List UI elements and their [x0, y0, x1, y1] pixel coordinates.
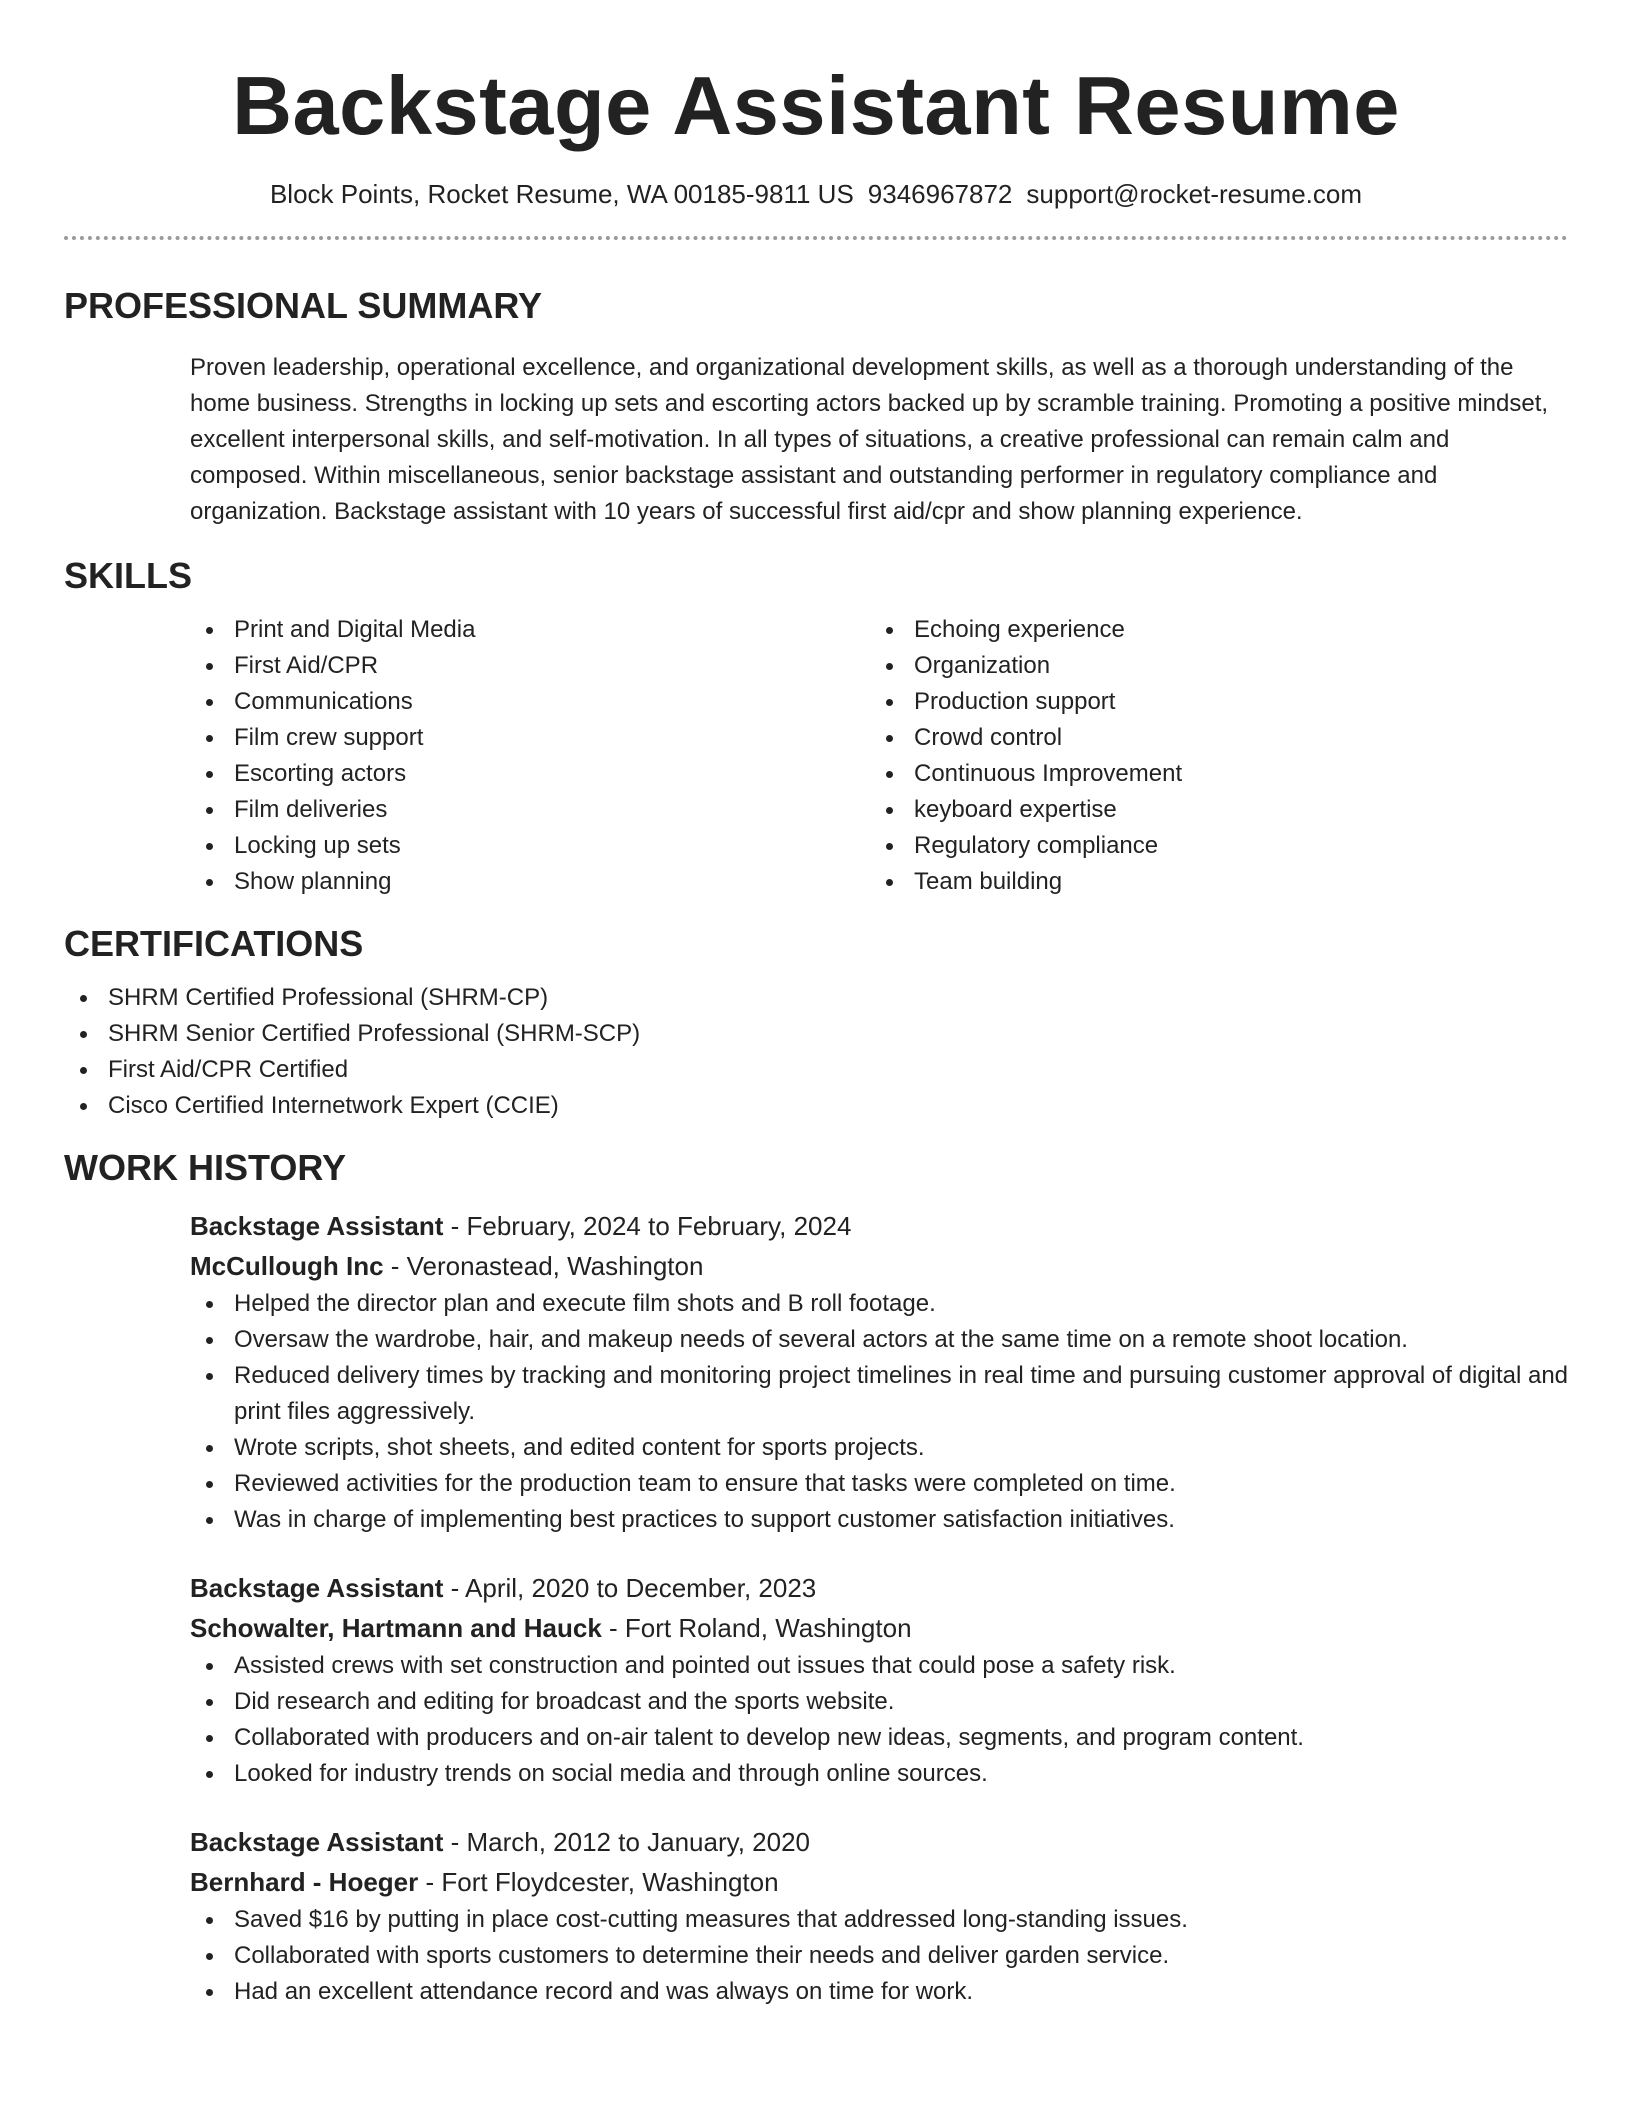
job-bullet: Oversaw the wardrobe, hair, and makeup needs of several actors at the same time on a remote shoot location. [190, 1322, 1568, 1358]
job-dates: - April, 2020 to December, 2023 [443, 1573, 817, 1603]
job-bullet: Looked for industry trends on social media and through online sources. [190, 1756, 1568, 1792]
job-bullet: Had an excellent attendance record and was always on time for work. [190, 1974, 1568, 2010]
skill-item: Organization [870, 648, 1550, 684]
job-company-line [190, 1862, 1568, 1902]
job-location: - Fort Roland, Washington [601, 1613, 912, 1643]
email: support@rocket-resume.com [1026, 179, 1363, 209]
skill-item: Escorting actors [190, 756, 870, 792]
job-location: - Veronastead, Washington [383, 1251, 704, 1281]
job-bullet: Helped the director plan and execute film shots and B roll footage. [190, 1286, 1568, 1322]
job-company-line [190, 1246, 1568, 1286]
address: Block Points, Rocket Resume, WA 00185-9811 US [269, 179, 854, 209]
section-title-summary: PROFESSIONAL SUMMARY [64, 285, 543, 326]
skills-list [190, 612, 1568, 900]
job-bullet: Assisted crews with set construction and pointed out issues that could pose a safety risk. [190, 1648, 1568, 1684]
job-bullets [190, 1648, 1568, 1792]
job-title-line [190, 1822, 1568, 1862]
job-bullet: Wrote scripts, shot sheets, and edited content for sports projects. [190, 1430, 1568, 1466]
job-company: Bernhard - Hoeger [190, 1867, 419, 1897]
job-company-line [190, 1608, 1568, 1648]
job-company: Schowalter, Hartmann and Hauck [190, 1613, 602, 1643]
certification-item: SHRM Senior Certified Professional (SHRM-SCP) [64, 1016, 1568, 1052]
skill-item: Team building [870, 864, 1550, 900]
job-bullet: Collaborated with sports customers to determine their needs and deliver garden service. [190, 1938, 1568, 1974]
skills-column-left [190, 612, 870, 900]
job-bullet: Did research and editing for broadcast and the sports website. [190, 1684, 1568, 1720]
certification-item: First Aid/CPR Certified [64, 1052, 1568, 1088]
skill-item: Regulatory compliance [870, 828, 1550, 864]
skill-item: Film deliveries [190, 792, 870, 828]
skill-item: Crowd control [870, 720, 1550, 756]
certification-item: SHRM Certified Professional (SHRM-CP) [64, 980, 1568, 1016]
phone: 9346967872 [867, 179, 1013, 209]
certifications-list [64, 980, 1568, 1124]
job-title-line [190, 1206, 1568, 1246]
job-bullets [190, 1902, 1568, 2010]
job-location: - Fort Floydcester, Washington [418, 1867, 779, 1897]
job-bullet: Reduced delivery times by tracking and monitoring project timelines in real time and pursuing customer approval of digital and print files aggressively. [190, 1358, 1568, 1430]
job-company: McCullough Inc [190, 1251, 384, 1281]
skill-item: keyboard expertise [870, 792, 1550, 828]
section-title-certifications: CERTIFICATIONS [64, 923, 364, 964]
skill-item: Production support [870, 684, 1550, 720]
job-bullet: Collaborated with producers and on-air talent to develop new ideas, segments, and program content. [190, 1720, 1568, 1756]
job-role: Backstage Assistant [190, 1573, 444, 1603]
skill-item: First Aid/CPR [190, 648, 870, 684]
contact-line [64, 176, 1568, 212]
skill-item: Show planning [190, 864, 870, 900]
header-divider [64, 236, 1568, 240]
job-entry [190, 1822, 1568, 2010]
job-role: Backstage Assistant [190, 1211, 444, 1241]
job-bullets [190, 1286, 1568, 1538]
skill-item: Communications [190, 684, 870, 720]
job-role: Backstage Assistant [190, 1827, 444, 1857]
section-title-work-history: WORK HISTORY [64, 1147, 347, 1188]
job-bullet: Saved $16 by putting in place cost-cutting measures that addressed long-standing issues. [190, 1902, 1568, 1938]
skill-item: Print and Digital Media [190, 612, 870, 648]
skill-item: Locking up sets [190, 828, 870, 864]
job-bullet: Was in charge of implementing best practices to support customer satisfaction initiatives. [190, 1502, 1568, 1538]
job-dates: - March, 2012 to January, 2020 [443, 1827, 810, 1857]
skill-item: Echoing experience [870, 612, 1550, 648]
job-entry [190, 1206, 1568, 1538]
summary-text: Proven leadership, operational excellence, and organizational development skills, as well as a thorough understanding of the home business. Strengths in locking up sets and escorting actors backed up by scramble training. Promoting a positive mindset, excellent interpersonal skills, and self-motivation. In all types of situations, a creative professional can remain calm and composed. Within miscellaneous, senior backstage assistant and outstanding performer in regulatory compliance and organization. Backstage assistant with 10 years of successful first aid/cpr and show planning experience. [190, 354, 1549, 525]
certification-item: Cisco Certified Internetwork Expert (CCIE) [64, 1088, 1568, 1124]
job-dates: - February, 2024 to February, 2024 [443, 1211, 852, 1241]
job-bullet: Reviewed activities for the production team to ensure that tasks were completed on time. [190, 1466, 1568, 1502]
resume-title: Backstage Assistant Resume [232, 59, 1400, 152]
skills-column-right [870, 612, 1550, 900]
job-title-line [190, 1568, 1568, 1608]
job-entry [190, 1568, 1568, 1792]
skill-item: Film crew support [190, 720, 870, 756]
skill-item: Continuous Improvement [870, 756, 1550, 792]
section-title-skills: SKILLS [64, 555, 193, 596]
